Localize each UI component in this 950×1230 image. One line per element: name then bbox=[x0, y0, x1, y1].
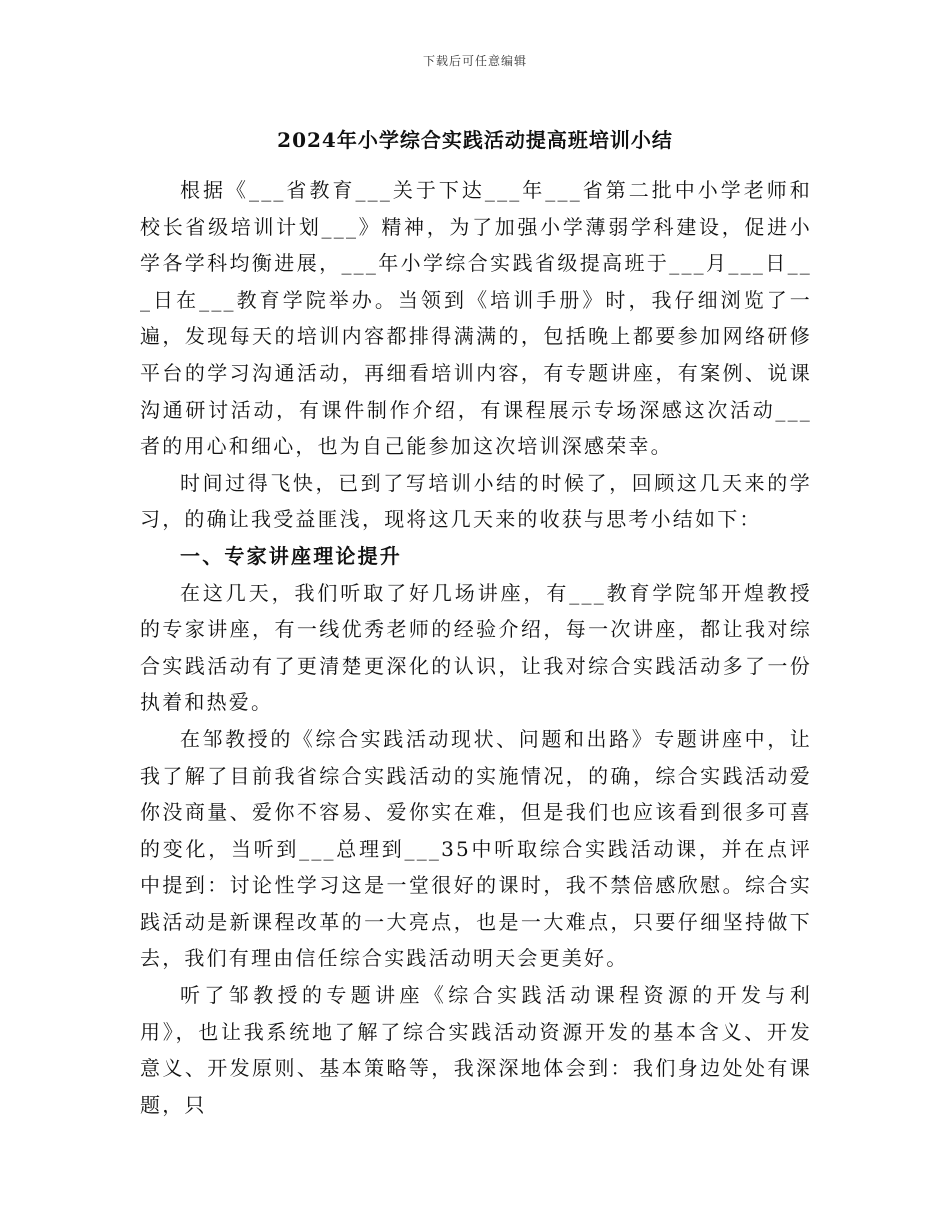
paragraph-intro: 根据《___省教育___关于下达___年___省第二批中小学老师和校长省级培训计划___》精神，为了加强小学薄弱学科建设，促进小学各学科均衡进展，___年小学综合实践省级提高班于___月___日___日在___教育学院举办。当领到《培训手册》时，我仔细浏览了一遍，发现每天的培训内容都排得满满的，包括晚上都要参加网络研修平台的学习沟通活动，再细看培训内容，有专题讲座，有案例、说课沟通研讨活动，有课件制作介绍，有课程展示专场深感这次活动___者的用心和细心，也为自己能参加这次培训深感荣幸。 bbox=[140, 178, 812, 459]
document-body bbox=[140, 172, 812, 1123]
section-heading-1: 一、专家讲座理论提升 bbox=[180, 543, 402, 568]
paragraph-lecture-status: 在邹教授的《综合实践活动现状、问题和出路》专题讲座中，让我了解了目前我省综合实践活动的实施情况，的确，综合实践活动爱你没商量、爱你不容易、爱你实在难，但是我们也应该看到很多可喜的变化，当听到___总理到___35中听取综合实践活动课，并在点评中提到：讨论性学习这是一堂很好的课时，我不禁倍感欣慰。综合实践活动是新课程改革的一大亮点，也是一大难点，只要仔细坚持做下去，我们有理由信任综合实践活动明天会更美好。 bbox=[140, 726, 812, 971]
paragraph-summary-lead: 时间过得飞快，已到了写培训小结的时候了，回顾这几天来的学习，的确让我受益匪浅，现将这几天来的收获与思考小结如下： bbox=[140, 470, 812, 532]
paragraph-lectures: 在这几天，我们听取了好几场讲座，有___教育学院邹开煌教授的专家讲座，有一线优秀老师的经验介绍，每一次讲座，都让我对综合实践活动有了更清楚更深化的认识，让我对综合实践活动多了一份执着和热爱。 bbox=[140, 580, 812, 715]
page-header-note: 下载后可任意编辑 bbox=[422, 54, 527, 68]
paragraph-lecture-resources: 听了邹教授的专题讲座《综合实践活动课程资源的开发与利用》，也让我系统地了解了综合实践活动资源开发的基本含义、开发意义、开发原则、基本策略等，我深深地体会到：我们身边处处有课题，只 bbox=[140, 983, 812, 1117]
document-title: 2024年小学综合实践活动提高班培训小结 bbox=[277, 128, 673, 152]
